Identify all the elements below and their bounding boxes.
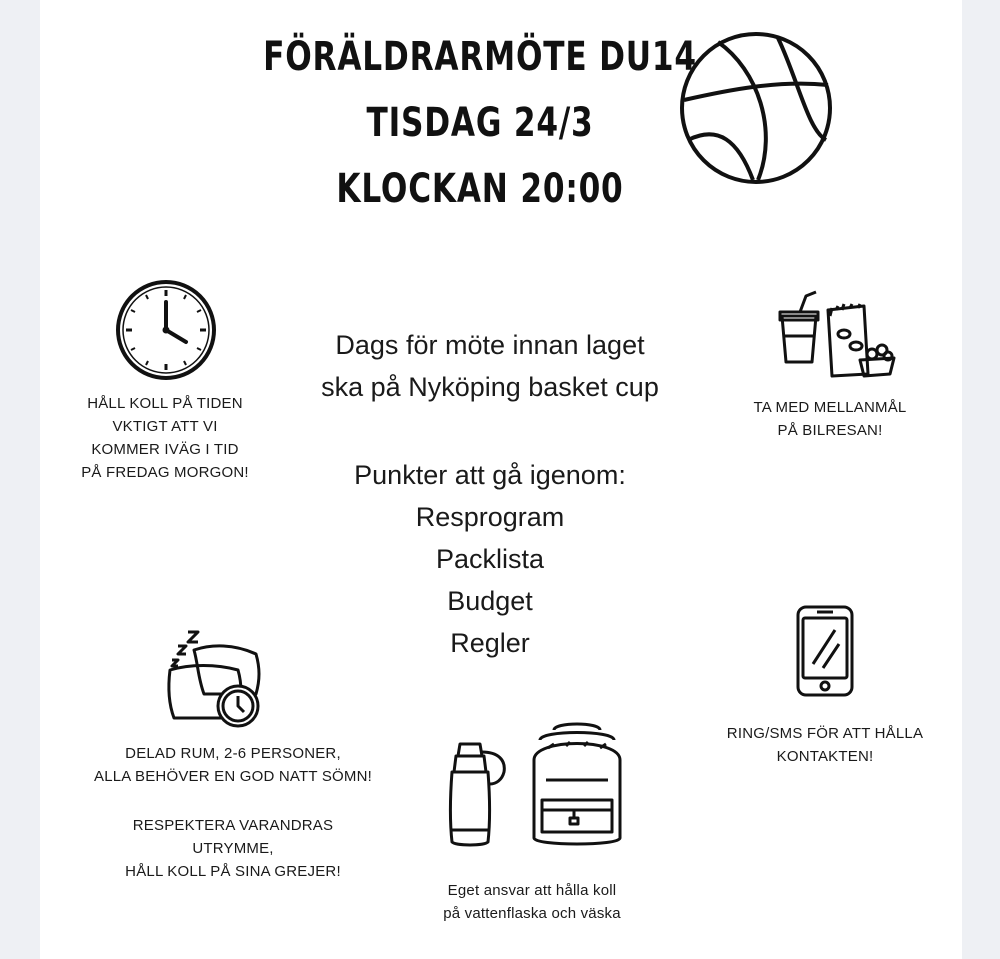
sleep-icon [164,618,268,728]
clock-icon [114,278,218,382]
phone-tip: RING/SMS FÖR ATT HÅLLA KONTAKTEN! [726,725,924,765]
basketball-icon [678,30,834,186]
agenda-item: Packlista [435,544,545,574]
time-tip: HÅLL KOLL PÅ TIDEN VKTIGT ATT VI KOMMER IVÄG I TID PÅ FREDAG MORGON! [81,395,249,481]
bag-tip: Eget ansvar att hålla koll på vattenflaska och väska [443,882,621,922]
water-bottle-icon [440,738,512,850]
phone-icon [795,604,855,698]
agenda-item: Resprogram [415,502,565,532]
agenda-item: Regler [450,628,530,658]
snacks-icon [776,290,898,380]
intro-text: Dags för möte innan laget ska på Nyköping basket cup [321,330,659,402]
backpack-icon [526,720,628,852]
meeting-date: TISDAG 24/3 [366,100,594,146]
meeting-time: KLOCKAN 20:00 [336,166,624,212]
snacks-tip: TA MED MELLANMÅL PÅ BILRESAN! [753,399,907,439]
poster-title: FÖRÄLDRARMÖTE DU14 [263,34,697,80]
sleep-tip: DELAD RUM, 2-6 PERSONER, ALLA BEHÖVER EN GOD NATT SÖMN! [93,745,372,785]
agenda [290,454,690,664]
agenda-item: Budget [447,586,533,616]
agenda-heading: Punkter att gå igenom: [354,460,626,490]
respect-tip: RESPEKTERA VARANDRAS UTRYMME, HÅLL KOLL PÅ SINA GREJER! [125,817,341,880]
